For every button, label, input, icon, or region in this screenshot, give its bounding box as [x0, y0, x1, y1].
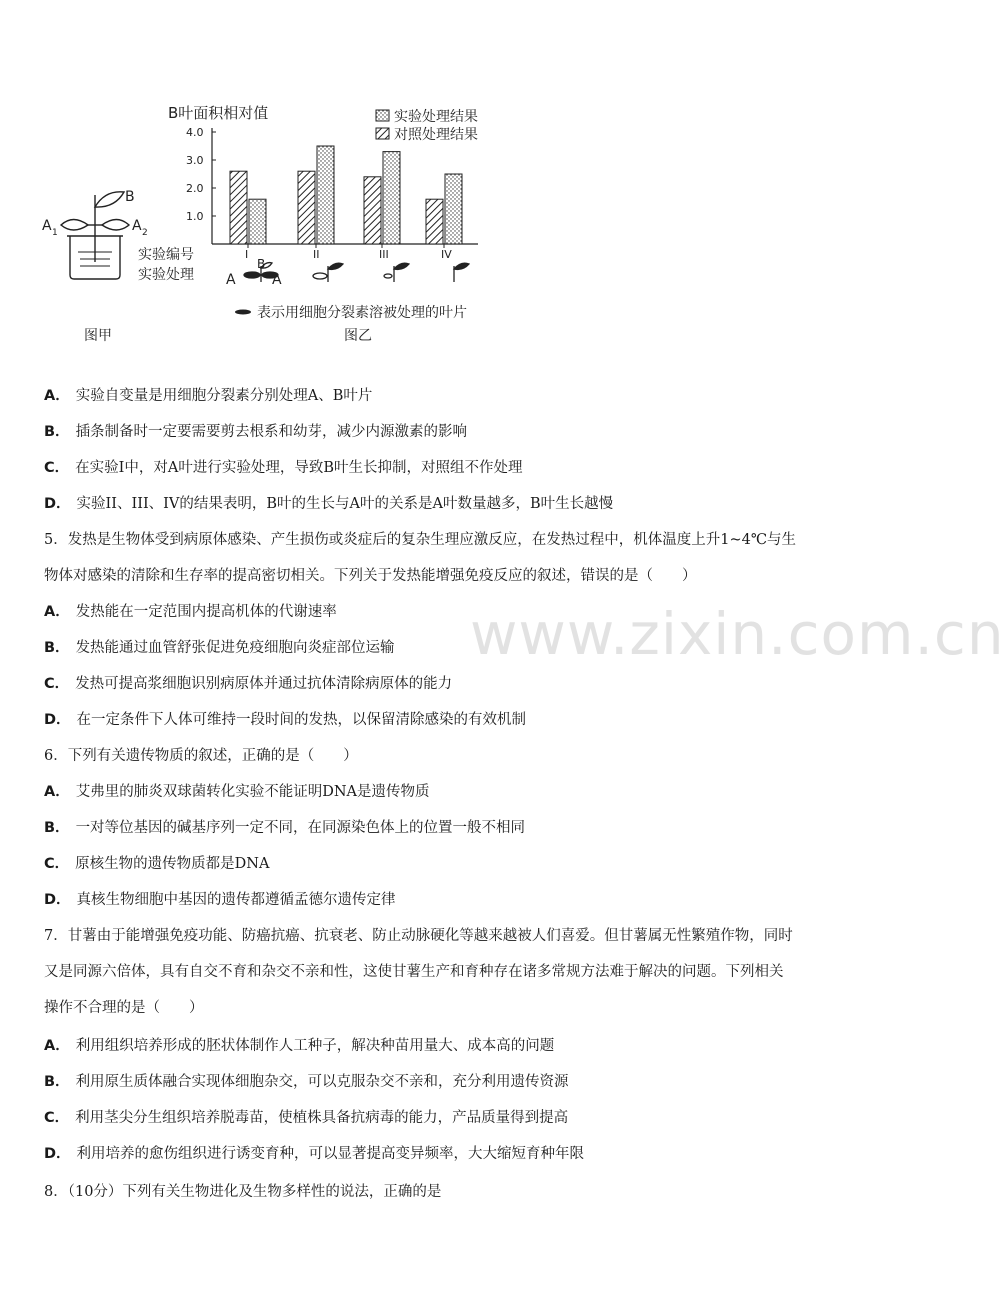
leaf-a1 [61, 220, 88, 231]
option-letter: B． [44, 820, 70, 836]
option-line [44, 854, 269, 874]
option-line [44, 638, 395, 658]
leaf-b [95, 192, 124, 207]
x-tick-label: I [245, 248, 249, 261]
bar-control-3 [364, 177, 381, 244]
option-line [44, 494, 613, 514]
option-text: 一对等位基因的碱基序列一定不同，在同源染色体上的位置一般不相同 [75, 820, 526, 836]
x-tick-label: III [379, 248, 389, 261]
x-tick-label: IV [441, 248, 452, 261]
option-text: 利用培养的愈伤组织进行诱变育种，可以显著提高变异频率，大大缩短育种年限 [76, 1146, 585, 1162]
question-text-line: 6．下列有关遗传物质的叙述，正确的是（ ） [44, 748, 358, 764]
chart-title: B叶面积相对值 [168, 104, 269, 122]
y-tick-label: 1.0 [186, 210, 204, 223]
label-a2: A [132, 218, 142, 234]
treated-leaf-key-icon [235, 310, 251, 315]
option-text: 真核生物细胞中基因的遗传都遵循孟德尔遗传定律 [76, 892, 396, 908]
option-letter: B． [44, 1074, 70, 1090]
question-line [44, 746, 358, 766]
legend-label-experiment: 实验处理结果 [394, 109, 478, 125]
treat-label-a-left: A [226, 272, 236, 288]
option-text: 实验自变量是用细胞分裂素分别处理A、B叶片 [75, 388, 373, 404]
option-line [44, 422, 467, 442]
option-text: 发热能通过血管舒张促进免疫细胞向炎症部位运输 [75, 640, 395, 656]
y-tick-label: 3.0 [186, 154, 204, 167]
treatment-ii-icon [313, 263, 343, 282]
question-line [44, 926, 793, 946]
option-text: 利用茎尖分生组织培养脱毒苗，使植株具备抗病毒的能力，产品质量得到提高 [75, 1110, 569, 1126]
option-line [44, 782, 430, 802]
option-text: 利用组织培养形成的胚状体制作人工种子，解决种苗用量大、成本高的问题 [75, 1038, 555, 1054]
leaf-a2 [102, 220, 129, 231]
option-letter: C． [44, 676, 70, 692]
option-text: 发热可提高浆细胞识别病原体并通过抗体清除病原体的能力 [75, 676, 453, 692]
question-line [44, 1182, 441, 1202]
option-text: 在一定条件下人体可维持一段时间的发热，以保留清除感染的有效机制 [76, 712, 527, 728]
x-tick-label: II [313, 248, 320, 261]
legend-swatch-dots [376, 110, 389, 121]
option-line [44, 602, 337, 622]
question-text-line: 8．（10分）下列有关生物进化及生物多样性的说法，正确的是 [44, 1184, 442, 1200]
option-line [44, 1108, 568, 1128]
watermark: www.zixin.com.cn [470, 600, 1005, 668]
option-line [44, 1144, 584, 1164]
row-label-treatment: 实验处理 [138, 267, 194, 283]
question-text-line: 操作不合理的是（ ） [44, 1000, 204, 1016]
option-letter: A． [44, 784, 70, 800]
question-text-line: 又是同源六倍体，具有自交不育和杂交不亲和性，这使甘薯生产和育种存在诸多常规方法难于解决的问题。下列相关 [44, 964, 784, 980]
legend-swatch-hatch [376, 128, 389, 139]
fig-b-label: 图乙 [344, 328, 372, 344]
option-line [44, 710, 526, 730]
option-letter: C． [44, 1110, 70, 1126]
question-text-line: 物体对感染的清除和生存率的提高密切相关。下列关于发热能增强免疫反应的叙述，错误的是（ ） [44, 568, 697, 584]
fig-a-label: 图甲 [84, 328, 112, 344]
option-text: 插条制备时一定要需要剪去根系和幼芽，减少内源激素的影响 [75, 424, 468, 440]
option-letter: A． [44, 1038, 70, 1054]
option-letter: B． [44, 640, 70, 656]
treat-label-a-right: A [272, 272, 282, 288]
label-a1-sub: 1 [52, 228, 58, 238]
treated-leaf-note: 表示用细胞分裂素溶被处理的叶片 [257, 305, 467, 321]
option-text: 原核生物的遗传物质都是DNA [75, 856, 270, 872]
option-letter: D． [44, 712, 71, 728]
plant-beaker-diagram [61, 192, 129, 279]
question-line [44, 566, 697, 586]
option-text: 利用原生质体融合实现体细胞杂交，可以克服杂交不亲和，充分利用遗传资源 [75, 1074, 569, 1090]
chart-legend [376, 108, 478, 143]
option-line [44, 1036, 554, 1056]
option-text: 发热能在一定范围内提高机体的代谢速率 [75, 604, 337, 620]
option-line [44, 818, 525, 838]
question-text-line: 5．发热是生物体受到病原体感染、产生损伤或炎症后的复杂生理应激反应，在发热过程中，机体温度上升1~4℃与生 [44, 532, 797, 548]
bar-experiment-2 [317, 146, 334, 244]
option-letter: C． [44, 856, 70, 872]
bar-control-4 [426, 199, 443, 244]
treatment-iv-icon [454, 263, 469, 282]
option-text: 实验II、III、IV的结果表明，B叶的生长与A叶的关系是A叶数量越多，B叶生长越慢 [76, 496, 614, 512]
y-tick-label: 4.0 [186, 126, 204, 139]
question-text-line: 7．甘薯由于能增强免疫功能、防癌抗癌、抗衰老、防止动脉硬化等越来越被人们喜爱。但甘薯属无性繁殖作物，同时 [44, 928, 793, 944]
row-label-number: 实验编号 [138, 247, 194, 263]
legend-label-control: 对照处理结果 [394, 127, 478, 143]
chart-bars [230, 146, 462, 244]
option-text: 在实验I中，对A叶进行实验处理，导致B叶生长抑制，对照组不作处理 [75, 460, 523, 476]
option-letter: A． [44, 604, 70, 620]
option-line [44, 458, 523, 478]
question-line [44, 998, 204, 1018]
option-line [44, 1072, 569, 1092]
question-line [44, 530, 796, 550]
option-text: 艾弗里的肺炎双球菌转化实验不能证明DNA是遗传物质 [75, 784, 430, 800]
question-line [44, 962, 784, 982]
figure-area [0, 0, 920, 360]
option-line [44, 890, 396, 910]
option-letter: D． [44, 892, 71, 908]
option-letter: C． [44, 460, 70, 476]
y-tick-label: 2.0 [186, 182, 204, 195]
label-a1: A [42, 218, 52, 234]
bar-experiment-1 [249, 199, 266, 244]
label-b: B [125, 189, 135, 205]
treat-label-b: B [257, 257, 266, 271]
option-line [44, 386, 372, 406]
bar-control-2 [298, 171, 315, 244]
bar-control-1 [230, 171, 247, 244]
option-letter: B． [44, 424, 70, 440]
bar-experiment-4 [445, 174, 462, 244]
option-letter: D． [44, 1146, 71, 1162]
treatment-iii-icon [384, 263, 409, 282]
label-a2-sub: 2 [142, 228, 148, 238]
option-letter: A． [44, 388, 70, 404]
option-letter: D． [44, 496, 71, 512]
bar-experiment-3 [383, 152, 400, 244]
option-line [44, 674, 452, 694]
figure-svg [0, 0, 920, 360]
